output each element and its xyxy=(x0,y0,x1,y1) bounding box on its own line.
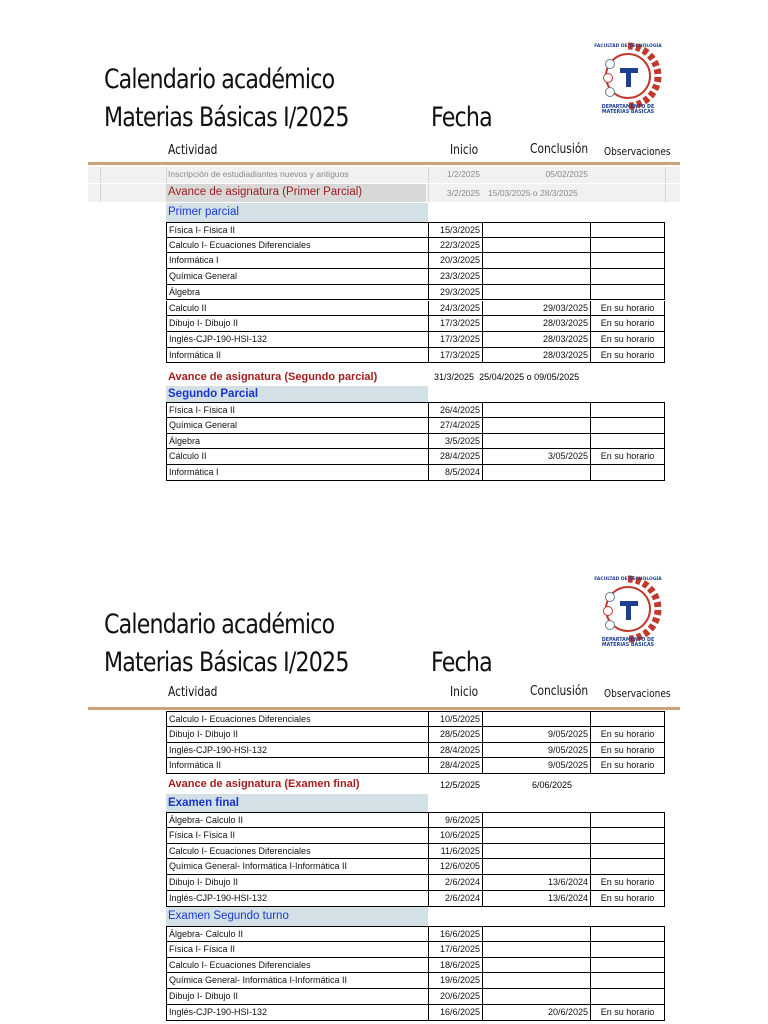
cell-conclusion xyxy=(482,418,590,434)
cell-inicio: 26/4/2025 xyxy=(428,402,482,418)
cell-inicio: 28/4/2025 xyxy=(428,758,482,774)
cell-actividad: Física I- Física II xyxy=(166,402,428,418)
table-row xyxy=(88,434,680,450)
fecha-label: Fecha xyxy=(431,647,492,678)
cell-inicio: 10/6/2025 xyxy=(428,828,482,844)
cell-conclusion xyxy=(482,402,590,418)
cell-conclusion: 28/03/2025 xyxy=(482,316,590,332)
cell-inicio: 12/6/0205 xyxy=(428,859,482,875)
cell-actividad: Informática II xyxy=(166,348,428,364)
cell-actividad: Inglés-CJP-190-HSI-132 xyxy=(166,743,428,759)
logo-bottom-text-1: DEPARTAMENTO DE xyxy=(601,638,655,643)
calendar-page-1 xyxy=(0,0,768,500)
cell-obs xyxy=(590,269,665,285)
title-line-2: Materias Básicas I/2025 xyxy=(104,102,349,133)
cell-obs xyxy=(590,812,665,828)
col-observaciones-header: Observaciones xyxy=(604,687,671,700)
cell-conclusion xyxy=(482,958,590,974)
cell-obs: En su horario xyxy=(590,348,665,364)
cell-inicio: 20/6/2025 xyxy=(428,989,482,1005)
fecha-label: Fecha xyxy=(431,102,492,133)
cell-conclusion: 9/05/2025 xyxy=(482,743,590,759)
col-inicio-header: Inicio xyxy=(450,685,479,700)
cell-obs xyxy=(590,989,665,1005)
cell-obs: En su horario xyxy=(590,449,665,465)
cell-conclusion: 20/6/2025 xyxy=(482,1005,590,1021)
cell-actividad: Física I- Física II xyxy=(166,222,428,238)
cell-conclusion xyxy=(482,222,590,238)
table-row xyxy=(88,942,680,958)
cell-conclusion xyxy=(482,844,590,860)
logo-top-text: FACULTAD DE TECNOLOGÍA xyxy=(594,44,662,49)
cell-conclusion xyxy=(482,989,590,1005)
cell-actividad: Informática I xyxy=(166,465,428,481)
table-row xyxy=(88,958,680,974)
faculty-logo xyxy=(590,571,666,647)
table-row xyxy=(88,926,680,942)
cell-inicio: 2/6/2024 xyxy=(428,891,482,907)
header-rule xyxy=(88,707,680,710)
cell-obs xyxy=(590,402,665,418)
cell-obs xyxy=(590,958,665,974)
table-row xyxy=(88,285,680,301)
cell-actividad: Cálculo II xyxy=(166,449,428,465)
cell-actividad: Física I- Física II xyxy=(166,828,428,844)
avance-segundo-parcial-row: Avance de asignatura (Segundo parcial) 31/3/2025 25/04/2025 o 09/05/2025 xyxy=(168,371,580,383)
cell-conclusion xyxy=(482,465,590,481)
cell-actividad: Dibujo I- Dibujo II xyxy=(166,316,428,332)
cell-actividad: Calculo II xyxy=(166,301,428,317)
table-row xyxy=(88,269,680,285)
cell-conclusion xyxy=(482,285,590,301)
col-conclusion-header: Conclusión xyxy=(530,684,589,699)
cell-inicio: 20/3/2025 xyxy=(428,253,482,269)
logo-bottom-text-2: MATERIAS BÁSICAS xyxy=(601,110,655,114)
cell-conclusion xyxy=(482,828,590,844)
cell-conclusion xyxy=(482,269,590,285)
cell-inicio: 19/6/2025 xyxy=(428,973,482,989)
col-actividad-header: Actividad xyxy=(168,685,218,700)
cell-inicio: 28/4/2025 xyxy=(428,743,482,759)
cell-obs xyxy=(590,465,665,481)
table-row xyxy=(88,828,680,844)
cell-conclusion: 9/05/2025 xyxy=(482,758,590,774)
calendar-page-2 xyxy=(0,545,768,1024)
cell-conclusion xyxy=(482,859,590,875)
cell-actividad: Dibujo I- Dibujo II xyxy=(166,727,428,743)
cell-actividad: Inglés-CJP-190-HSI-132 xyxy=(166,332,428,348)
table-row xyxy=(88,859,680,875)
section-examen-segundo-turno: Examen Segundo turno xyxy=(88,907,680,926)
cell-obs: En su horario xyxy=(590,332,665,348)
cell-actividad: Física I- Física II xyxy=(166,942,428,958)
cell-obs xyxy=(590,942,665,958)
col-inicio-header: Inicio xyxy=(450,143,479,158)
cell-conclusion xyxy=(482,711,590,727)
cell-inicio: 17/6/2025 xyxy=(428,942,482,958)
cell-inicio: 17/3/2025 xyxy=(428,316,482,332)
table-row xyxy=(88,316,680,332)
cell-inicio: 16/6/2025 xyxy=(428,1005,482,1021)
cell-obs xyxy=(590,859,665,875)
table-row xyxy=(88,301,680,317)
table-row xyxy=(88,875,680,891)
cell-actividad: Informática I xyxy=(166,253,428,269)
cell-conclusion xyxy=(482,253,590,269)
col-conclusion-header: Conclusión xyxy=(530,142,589,157)
cell-actividad: Química General- Informática I-Informática II xyxy=(166,859,428,875)
cell-obs: En su horario xyxy=(590,743,665,759)
cell-conclusion xyxy=(482,812,590,828)
cell-conclusion xyxy=(482,434,590,450)
cell-actividad: Álgebra xyxy=(166,434,428,450)
table-row xyxy=(88,844,680,860)
title-line-1: Calendario académico xyxy=(104,609,335,640)
table-row xyxy=(88,727,680,743)
table-row xyxy=(88,1005,680,1021)
cell-actividad: Inglés-CJP-190-HSI-132 xyxy=(166,891,428,907)
title-line-1: Calendario académico xyxy=(104,64,335,95)
table-row xyxy=(88,465,680,481)
cell-actividad: Inglés-CJP-190-HSI-132 xyxy=(166,1005,428,1021)
cell-inicio: 2/6/2024 xyxy=(428,875,482,891)
table-row xyxy=(88,812,680,828)
table-row xyxy=(88,758,680,774)
table-row xyxy=(88,222,680,238)
cell-inicio: 9/6/2025 xyxy=(428,812,482,828)
cell-conclusion: 9/05/2025 xyxy=(482,727,590,743)
cell-actividad: Álgebra- Calculo II xyxy=(166,926,428,942)
cell-obs xyxy=(590,434,665,450)
cell-conclusion xyxy=(482,238,590,254)
cell-conclusion: 13/6/2024 xyxy=(482,875,590,891)
header-rule xyxy=(88,162,680,165)
cell-obs xyxy=(590,238,665,254)
faculty-logo xyxy=(590,38,666,114)
cell-obs xyxy=(590,973,665,989)
cell-obs: En su horario xyxy=(590,891,665,907)
cell-actividad: Calculo I- Ecuaciones Diferenciales xyxy=(166,844,428,860)
cell-inicio: 29/3/2025 xyxy=(428,285,482,301)
cell-actividad: Calculo I- Ecuaciones Diferenciales xyxy=(166,711,428,727)
cell-inicio: 23/3/2025 xyxy=(428,269,482,285)
cell-inicio: 10/5/2025 xyxy=(428,711,482,727)
cell-actividad: Álgebra- Calculo II xyxy=(166,812,428,828)
table-row xyxy=(88,253,680,269)
cell-inicio: 17/3/2025 xyxy=(428,348,482,364)
table-row xyxy=(88,989,680,1005)
cell-obs: En su horario xyxy=(590,301,665,317)
table-row: Avance de asignatura (Primer Parcial) 3/2/2025 15/03/2025 o 28/3/2025 xyxy=(88,184,680,202)
avance-examen-final-row: Avance de asignatura (Examen final) 12/5/2025 6/06/2025 xyxy=(168,778,572,790)
cell-actividad: Dibujo I- Dibujo II xyxy=(166,875,428,891)
col-actividad-header: Actividad xyxy=(168,143,218,158)
cell-inicio: 16/6/2025 xyxy=(428,926,482,942)
cell-obs: En su horario xyxy=(590,727,665,743)
cell-conclusion: 29/03/2025 xyxy=(482,301,590,317)
cell-actividad: Química General xyxy=(166,418,428,434)
cell-obs: En su horario xyxy=(590,316,665,332)
cell-actividad: Informática II xyxy=(166,758,428,774)
table-row xyxy=(88,238,680,254)
cell-obs xyxy=(590,418,665,434)
cell-inicio: 3/5/2025 xyxy=(428,434,482,450)
table-row xyxy=(88,743,680,759)
cell-actividad: Álgebra xyxy=(166,285,428,301)
table-row xyxy=(88,402,680,418)
table-row xyxy=(88,973,680,989)
section-examen-final: Examen final xyxy=(88,794,680,812)
title-line-2: Materias Básicas I/2025 xyxy=(104,647,349,678)
cell-inicio: 8/5/2024 xyxy=(428,465,482,481)
cell-actividad: Calculo I- Ecuaciones Diferenciales xyxy=(166,958,428,974)
table-row xyxy=(88,332,680,348)
logo-bottom-text-1: DEPARTAMENTO DE xyxy=(601,105,655,110)
section-segundo-parcial: Segundo Parcial xyxy=(88,386,680,402)
cell-obs xyxy=(590,253,665,269)
cell-conclusion: 28/03/2025 xyxy=(482,348,590,364)
table-row xyxy=(88,348,680,364)
cell-actividad: Química General xyxy=(166,269,428,285)
cell-conclusion: 3/05/2025 xyxy=(482,449,590,465)
cell-conclusion: 28/03/2025 xyxy=(482,332,590,348)
cell-inicio: 22/3/2025 xyxy=(428,238,482,254)
cell-conclusion xyxy=(482,942,590,958)
cell-conclusion xyxy=(482,973,590,989)
cell-inicio: 11/6/2025 xyxy=(428,844,482,860)
cell-obs xyxy=(590,711,665,727)
cell-obs xyxy=(590,828,665,844)
table-row xyxy=(88,418,680,434)
cell-obs xyxy=(590,222,665,238)
cell-obs xyxy=(590,926,665,942)
table-row xyxy=(88,711,680,727)
cell-conclusion: 13/6/2024 xyxy=(482,891,590,907)
table-row: Inscripción de estudiadiantes nuevos y antiguos 1/2/2025 05/02/2025 xyxy=(88,167,680,183)
cell-inicio: 28/5/2025 xyxy=(428,727,482,743)
cell-inicio: 28/4/2025 xyxy=(428,449,482,465)
cell-actividad: Dibujo I- Dibujo II xyxy=(166,989,428,1005)
cell-actividad: Calculo I- Ecuaciones Diferenciales xyxy=(166,238,428,254)
cell-obs: En su horario xyxy=(590,758,665,774)
logo-top-text: FACULTAD DE TECNOLOGÍA xyxy=(594,577,662,582)
col-observaciones-header: Observaciones xyxy=(604,145,671,158)
cell-obs: En su horario xyxy=(590,875,665,891)
cell-inicio: 15/3/2025 xyxy=(428,222,482,238)
cell-obs: En su horario xyxy=(590,1005,665,1021)
cell-obs xyxy=(590,285,665,301)
cell-inicio: 18/6/2025 xyxy=(428,958,482,974)
cell-inicio: 24/3/2025 xyxy=(428,301,482,317)
logo-bottom-text-2: MATERIAS BÁSICAS xyxy=(601,643,655,647)
cell-obs xyxy=(590,844,665,860)
cell-inicio: 17/3/2025 xyxy=(428,332,482,348)
cell-conclusion xyxy=(482,926,590,942)
cell-actividad: Química General- Informática I-Informática II xyxy=(166,973,428,989)
section-primer-parcial: Primer parcial xyxy=(88,203,680,222)
cell-inicio: 27/4/2025 xyxy=(428,418,482,434)
table-row xyxy=(88,449,680,465)
table-row xyxy=(88,891,680,907)
